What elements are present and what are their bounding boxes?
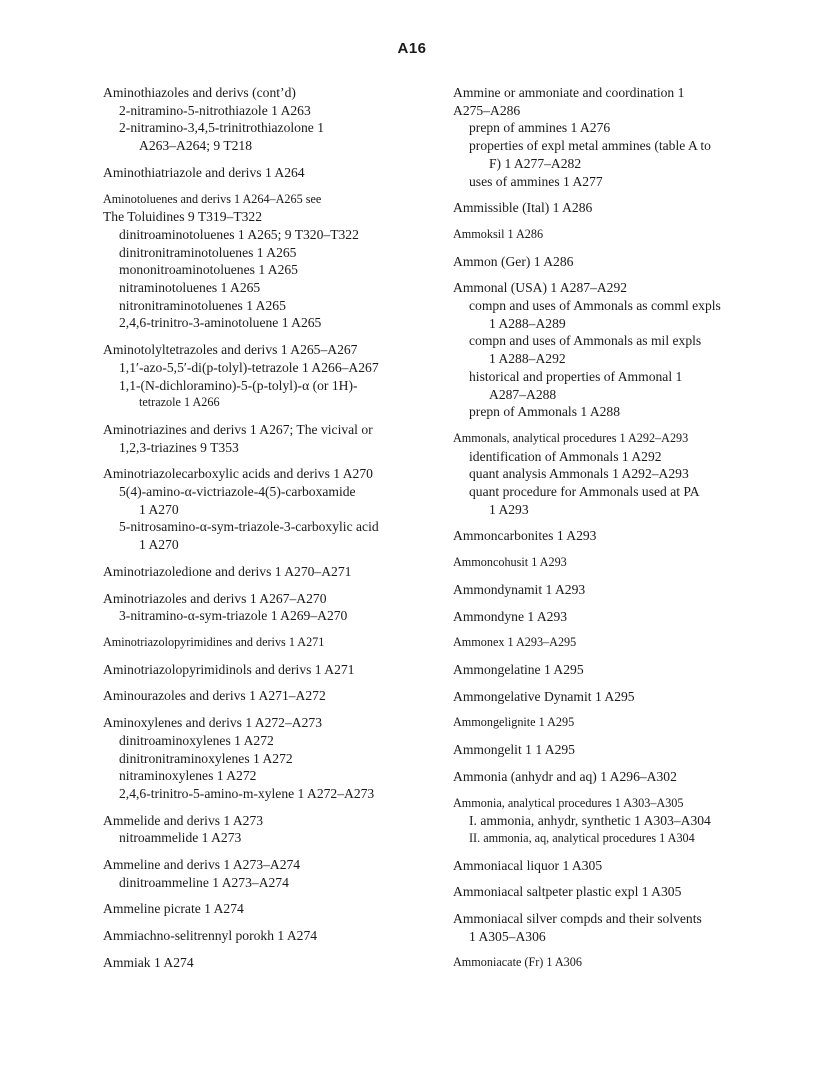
index-entry: [103, 341, 423, 412]
index-subentry: 3-nitramino-α-sym-triazole 1 A269–A270: [119, 608, 348, 624]
index-heading: Ammeline and derivs 1 A273–A274: [103, 857, 301, 873]
index-heading: Aminothiatriazole and derivs 1 A264: [103, 164, 305, 180]
index-subentry: II. ammonia, aq, analytical procedures 1 A304: [469, 830, 695, 845]
index-heading: Ammoniacal saltpeter plastic expl 1 A305: [453, 884, 682, 900]
index-subentry: uses of ammines 1 A277: [469, 173, 603, 189]
index-entry: [103, 563, 423, 581]
index-entry: [453, 661, 798, 679]
index-subentry: prepn of ammines 1 A276: [469, 120, 611, 136]
index-column-left: [103, 84, 423, 981]
index-entry: [453, 430, 798, 519]
index-subentry: 2-nitramino-3,4,5-trinitrothiazolone 1: [119, 120, 324, 136]
index-heading: Aminotriazoledione and derivs 1 A270–A271: [103, 563, 352, 579]
index-entry: [103, 954, 423, 972]
index-entry: [453, 688, 798, 706]
index-heading: Ammondynamit 1 A293: [453, 581, 586, 597]
index-heading: Ammonals, analytical procedures 1 A292–A293: [453, 430, 689, 445]
index-subentry: 1 A305–A306: [469, 928, 546, 944]
index-heading: Aminotolyltetrazoles and derivs 1 A265–A267: [103, 342, 358, 358]
index-subentry: dinitroaminoxylenes 1 A272: [119, 732, 274, 748]
index-heading: Ammoksil 1 A286: [453, 226, 544, 241]
index-subentry: I. ammonia, anhydr, synthetic 1 A303–A304: [469, 813, 711, 829]
index-subentry: compn and uses of Ammonals as comml expls: [469, 298, 721, 314]
index-heading: Ammelide and derivs 1 A273: [103, 812, 264, 828]
index-entry: [103, 856, 423, 891]
index-subentry: dinitronitraminotoluenes 1 A265: [119, 244, 297, 260]
index-heading: Ammoniacal silver compds and their solvents: [453, 911, 702, 927]
index-heading: Ammonex 1 A293–A295: [453, 635, 577, 650]
index-subentry: properties of expl metal ammines (table A to: [469, 138, 711, 154]
index-heading: Aminotriazolecarboxylic acids and derivs 1 A270: [103, 466, 373, 482]
index-entry: [453, 910, 798, 945]
index-entry: [103, 927, 423, 945]
index-heading: Ammoncohusit 1 A293: [453, 555, 567, 570]
index-heading: Ammoncarbonites 1 A293: [453, 528, 597, 544]
index-heading: Ammongelative Dynamit 1 A295: [453, 688, 635, 704]
index-heading: Aminoxylenes and derivs 1 A272–A273: [103, 715, 322, 731]
index-subentry: prepn of Ammonals 1 A288: [469, 404, 621, 420]
index-entry: [103, 900, 423, 918]
index-subentry: 2,4,6-trinitro-3-aminotoluene 1 A265: [119, 315, 322, 331]
index-heading: Ammonia, analytical procedures 1 A303–A305: [453, 795, 684, 810]
index-subentry: 2,4,6-trinitro-5-amino-m-xylene 1 A272–A273: [119, 785, 375, 801]
index-heading: Aminothiazoles and derivs (cont’d): [103, 85, 296, 100]
index-subentry: nitraminoxylenes 1 A272: [119, 768, 257, 784]
index-entry: [453, 226, 798, 244]
index-entry: [103, 812, 423, 847]
index-entry: [103, 714, 423, 803]
index-subentry: 1 A288–A289: [489, 315, 566, 331]
index-entry: [103, 421, 423, 456]
index-subentry: 1,2,3-triazines 9 T353: [119, 439, 239, 455]
index-heading: Aminotriazoles and derivs 1 A267–A270: [103, 590, 327, 606]
index-subentry: compn and uses of Ammonals as mil expls: [469, 333, 702, 349]
index-heading: Ammoniacate (Fr) 1 A306: [453, 955, 582, 970]
index-heading: Ammine or ammoniate and coordination 1: [453, 85, 685, 100]
index-subentry: 2-nitramino-5-nitrothiazole 1 A263: [119, 102, 311, 118]
index-subentry: A287–A288: [489, 386, 557, 402]
index-subentry: 5-nitrosamino-α-sym-triazole-3-carboxylic acid: [119, 519, 379, 535]
index-subentry: 1 A270: [139, 537, 179, 553]
index-heading: Ammonia (anhydr and aq) 1 A296–A302: [453, 768, 677, 784]
index-entry: [453, 554, 798, 572]
index-column-right: [453, 84, 798, 981]
index-entry: [453, 279, 798, 421]
index-entry: [103, 191, 423, 333]
index-subentry: A275–A286: [453, 102, 521, 118]
index-subentry: dinitroammeline 1 A273–A274: [119, 874, 289, 890]
index-heading: Aminourazoles and derivs 1 A271–A272: [103, 688, 326, 704]
index-heading: Ammonal (USA) 1 A287–A292: [453, 280, 628, 296]
index-entry: [453, 954, 798, 972]
index-subentry: quant procedure for Ammonals used at PA: [469, 484, 700, 500]
index-entry: [103, 84, 423, 155]
index-heading: Ammiak 1 A274: [103, 954, 194, 970]
index-subentry: 1,1-(N-dichloramino)-5-(p-tolyl)-α (or 1H)-: [119, 377, 358, 393]
index-entry: [453, 768, 798, 786]
index-subentry: nitraminotoluenes 1 A265: [119, 280, 261, 296]
index-subentry: 1,1′-azo-5,5′-di(p-tolyl)-tetrazole 1 A266–A267: [119, 359, 379, 375]
index-subentry: dinitroaminotoluenes 1 A265; 9 T320–T322: [119, 226, 359, 242]
index-heading: Aminotriazines and derivs 1 A267; The vicival or: [103, 421, 373, 437]
index-heading: Aminotriazolopyrimidinols and derivs 1 A271: [103, 661, 355, 677]
index-entry: [453, 714, 798, 732]
index-heading: Ammissible (Ital) 1 A286: [453, 200, 593, 216]
index-entry: [103, 634, 423, 652]
index-heading: Ammon (Ger) 1 A286: [453, 253, 574, 269]
index-entry: [453, 253, 798, 271]
index-heading: Aminotoluenes and derivs 1 A264–A265 see: [103, 191, 322, 206]
index-heading: Ammondyne 1 A293: [453, 608, 568, 624]
index-heading: Ammeline picrate 1 A274: [103, 901, 244, 917]
index-subentry: 1 A293: [489, 501, 529, 517]
index-entry: [453, 741, 798, 759]
index-subentry: 1 A270: [139, 501, 179, 517]
index-entry: [453, 883, 798, 901]
index-heading: Ammongelit 1 1 A295: [453, 742, 575, 758]
index-entry: [103, 590, 423, 625]
index-subentry: A263–A264; 9 T218: [139, 138, 253, 154]
index-subentry: mononitroaminotoluenes 1 A265: [119, 262, 298, 278]
index-entry: [453, 857, 798, 875]
index-heading: Aminotriazolopyrimidines and derivs 1 A271: [103, 634, 325, 649]
index-heading: Ammoniacal liquor 1 A305: [453, 857, 603, 873]
index-subentry: F) 1 A277–A282: [489, 155, 582, 171]
index-heading: Ammongelatine 1 A295: [453, 661, 584, 677]
index-entry: [103, 661, 423, 679]
index-subentry: 5(4)-amino-α-victriazole-4(5)-carboxamide: [119, 484, 356, 500]
index-subentry: historical and properties of Ammonal 1: [469, 368, 683, 384]
index-subentry: The Toluidines 9 T319–T322: [103, 209, 263, 225]
index-entry: [453, 527, 798, 545]
index-heading: Ammongelignite 1 A295: [453, 715, 575, 730]
index-entry: [453, 634, 798, 652]
index-entry: [103, 687, 423, 705]
page-number-header: A16: [397, 40, 427, 57]
index-entry: [453, 199, 798, 217]
index-entry: [453, 581, 798, 599]
index-entry: [453, 608, 798, 626]
index-subentry: nitroammelide 1 A273: [119, 830, 242, 846]
index-entry: [103, 465, 423, 554]
index-subentry: tetrazole 1 A266: [139, 395, 220, 410]
index-entry: [103, 164, 423, 182]
index-subentry: quant analysis Ammonals 1 A292–A293: [469, 466, 689, 482]
index-subentry: nitronitraminotoluenes 1 A265: [119, 297, 286, 313]
index-subentry: 1 A288–A292: [489, 351, 566, 367]
index-subentry: dinitronitraminoxylenes 1 A272: [119, 750, 293, 766]
index-entry: [453, 795, 798, 848]
index-entry: [453, 84, 798, 190]
index-heading: Ammiachno-selitrennyl porokh 1 A274: [103, 928, 318, 944]
index-subentry: identification of Ammonals 1 A292: [469, 448, 662, 464]
